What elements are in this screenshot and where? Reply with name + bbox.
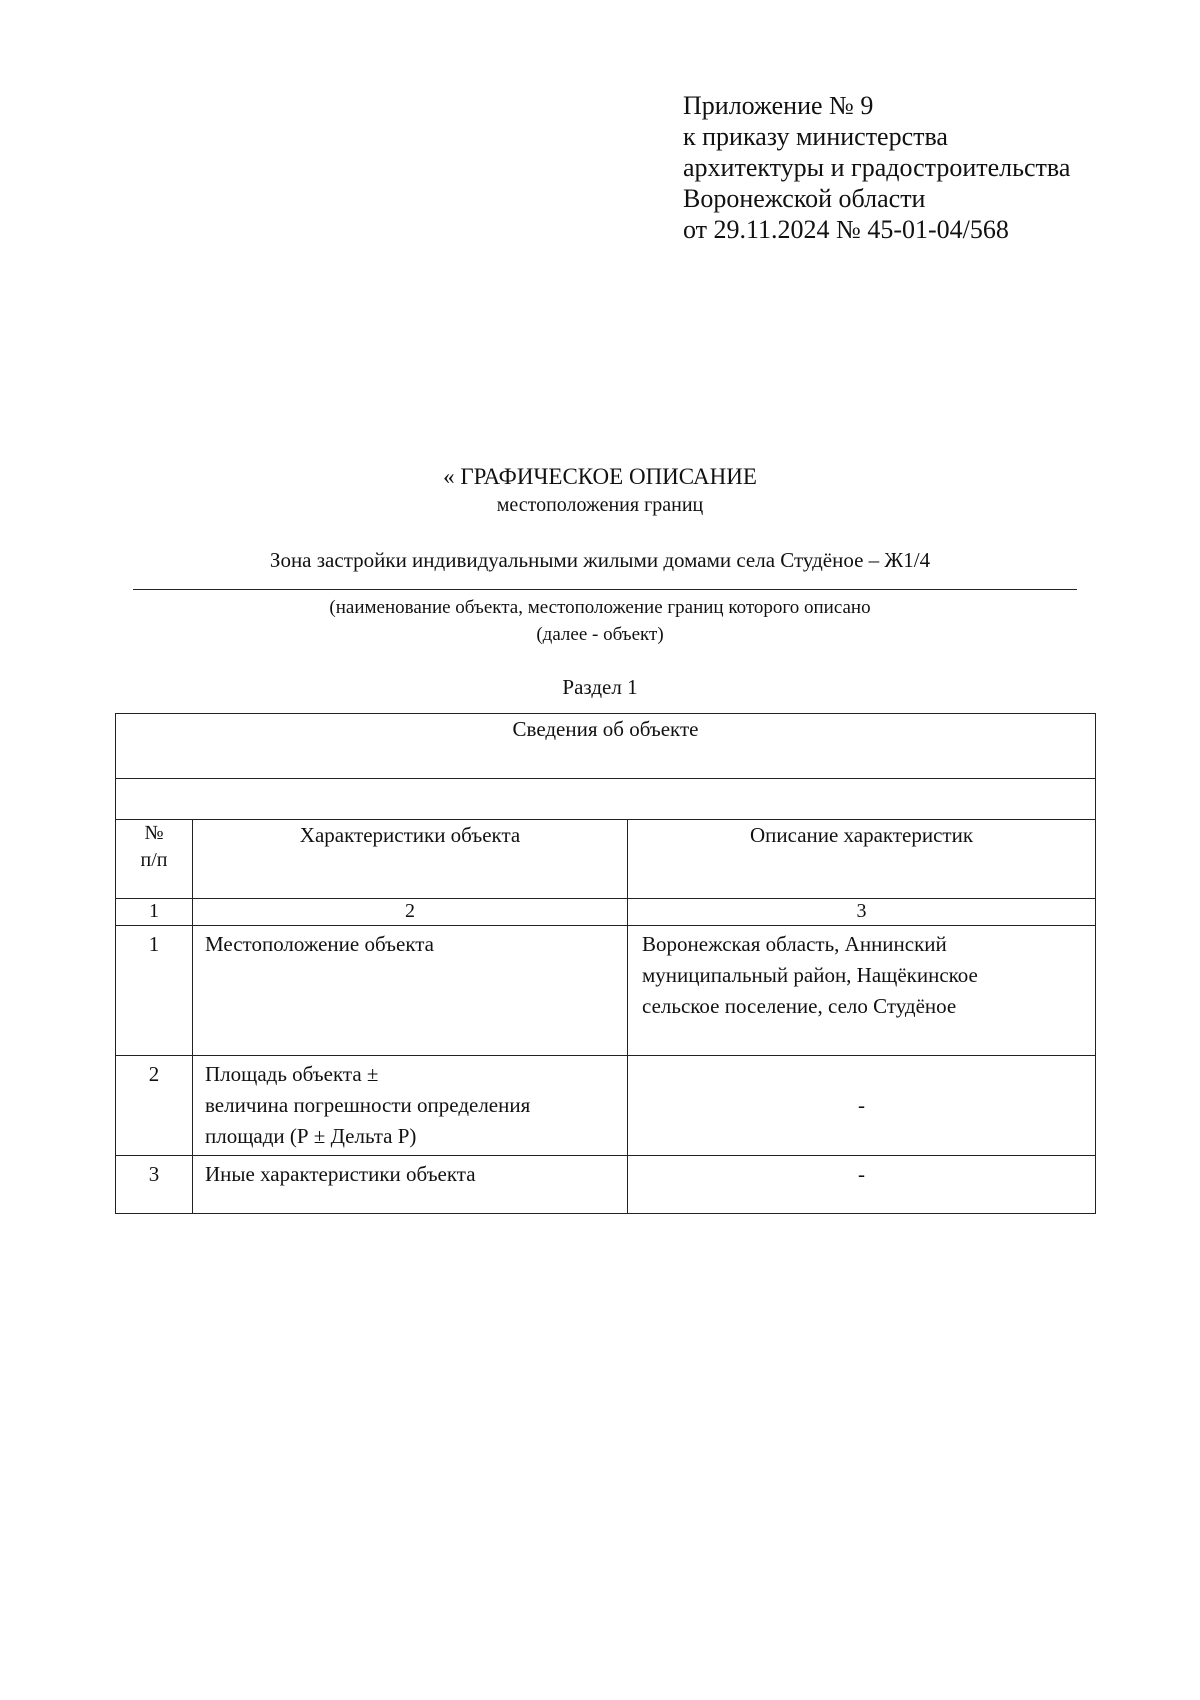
header-num-abbr: п/п <box>140 849 168 871</box>
table-row <box>116 926 1096 1056</box>
table-empty-cell <box>116 779 1096 820</box>
table-index-row <box>116 899 1096 926</box>
row-characteristic-line: Площадь объекта ± <box>205 1062 379 1086</box>
header-num-sign: № <box>144 822 164 844</box>
document-subtitle: местоположения границ <box>496 494 704 516</box>
header-num <box>116 820 193 899</box>
object-name: Зона застройки индивидуальными жилыми домами села Студёное – Ж1/4 <box>269 548 931 572</box>
header-description: Описание характеристик <box>628 820 1096 899</box>
object-info-table <box>115 713 1096 1214</box>
table-header-row <box>116 820 1096 899</box>
object-name-underline <box>133 589 1077 590</box>
row-description: - <box>628 1156 1096 1214</box>
object-caption-line: (далее - объект) <box>536 624 664 645</box>
row-characteristic: Иные характеристики объекта <box>193 1156 628 1214</box>
row-description <box>628 926 1096 1056</box>
row-characteristic-line: площади (Р ± Дельта Р) <box>205 1124 417 1148</box>
row-characteristic <box>193 1056 628 1156</box>
header-characteristics: Характеристики объекта <box>193 820 628 899</box>
row-description-line: сельское поселение, село Студёное <box>642 994 957 1018</box>
appendix-line: Воронежской области <box>683 184 926 213</box>
row-num: 3 <box>116 1156 193 1214</box>
row-num: 1 <box>116 926 193 1056</box>
row-characteristic-line: величина погрешности определения <box>205 1093 531 1117</box>
section-label: Раздел 1 <box>562 675 638 699</box>
appendix-line: архитектуры и градостроительства <box>683 153 1071 182</box>
table-empty-row <box>116 779 1096 820</box>
object-caption <box>0 594 1200 648</box>
row-num: 2 <box>116 1056 193 1156</box>
row-description-line: муниципальный район, Нащёкинское <box>642 963 978 987</box>
document-title: « ГРАФИЧЕСКОЕ ОПИСАНИЕ <box>443 464 757 489</box>
index-cell: 3 <box>628 899 1096 926</box>
table-row <box>116 1056 1096 1156</box>
row-description: - <box>628 1056 1096 1156</box>
object-caption-line: (наименование объекта, местоположение границ которого описано <box>329 597 871 618</box>
appendix-header <box>683 90 1070 245</box>
table-title-row <box>116 714 1096 779</box>
row-description-line: Воронежская область, Аннинский <box>642 932 947 956</box>
appendix-line: от 29.11.2024 № 45-01-04/568 <box>683 215 1009 244</box>
appendix-line: Приложение № 9 <box>683 91 874 120</box>
table-title: Сведения об объекте <box>116 714 1096 779</box>
appendix-line: к приказу министерства <box>683 122 948 151</box>
row-characteristic: Местоположение объекта <box>193 926 628 1056</box>
table-row <box>116 1156 1096 1214</box>
index-cell: 1 <box>116 899 193 926</box>
index-cell: 2 <box>193 899 628 926</box>
